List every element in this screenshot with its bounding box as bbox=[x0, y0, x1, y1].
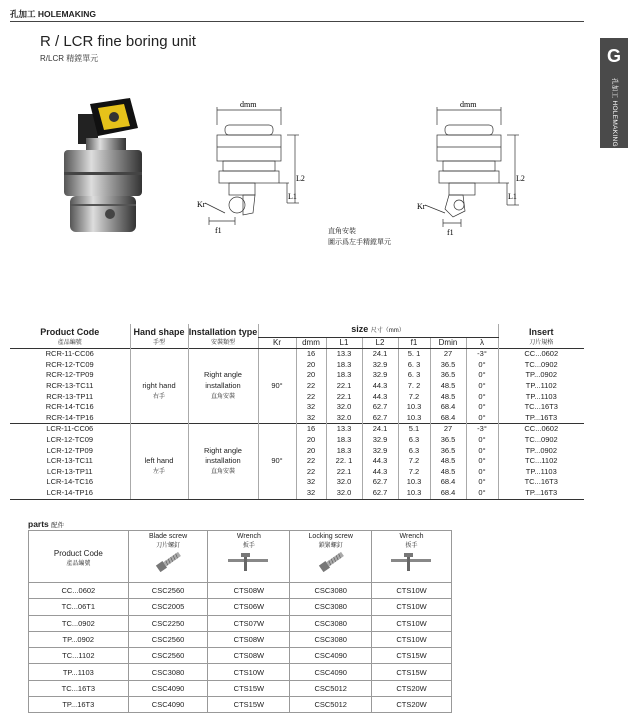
kr-cell bbox=[258, 360, 296, 371]
hand-shape-cell bbox=[130, 370, 188, 381]
f1-cell: 6.3 bbox=[398, 446, 430, 457]
product-code-cell: LCR-11-CC06 bbox=[10, 424, 130, 435]
kr-cell bbox=[258, 435, 296, 446]
lambda-cell: -3° bbox=[466, 349, 498, 360]
kr-cell bbox=[258, 488, 296, 499]
hand-shape-cell bbox=[130, 488, 188, 499]
kr-cell bbox=[258, 413, 296, 424]
l1-cell: 18.3 bbox=[326, 370, 362, 381]
product-code-cell: RCR-12-TP09 bbox=[45, 370, 94, 380]
insert-cell: TP...1103 bbox=[498, 392, 584, 403]
table-row bbox=[10, 370, 584, 381]
dmin-cell: 48.5 bbox=[430, 467, 466, 478]
label-f1: f1 bbox=[447, 228, 454, 237]
section-label: 孔加工 HOLEMAKING bbox=[10, 9, 96, 19]
kr-cell: 90° bbox=[258, 456, 296, 467]
dmm-cell: 32 bbox=[296, 488, 326, 499]
parts-col-product-code: Product Code 產品編號 bbox=[29, 531, 129, 583]
product-code-cell: TC...0902 bbox=[29, 615, 129, 631]
f1-cell: 7.2 bbox=[398, 392, 430, 403]
label-l1: L1 bbox=[288, 192, 297, 201]
table-row bbox=[10, 477, 584, 488]
blade-screw-cell: CSC2560 bbox=[128, 648, 208, 664]
wrench-cell: CTS10W bbox=[372, 583, 452, 599]
hand-shape-cell bbox=[130, 360, 188, 371]
hand-shape-cell bbox=[130, 413, 188, 424]
dmin-cell: 48.5 bbox=[430, 456, 466, 467]
col-l2: L2 bbox=[362, 337, 398, 349]
hand-shape-cell bbox=[130, 446, 188, 457]
col-lambda: λ bbox=[466, 337, 498, 349]
blade-screw-cell: CSC2005 bbox=[128, 599, 208, 615]
hand-shape-cell bbox=[130, 435, 188, 446]
lambda-cell: 0° bbox=[466, 435, 498, 446]
tab-text: 孔加工 HOLEMAKING bbox=[611, 78, 618, 147]
page-subtitle: R/LCR 精鏜單元 bbox=[40, 54, 99, 63]
col-dmin: Dmin bbox=[430, 337, 466, 349]
insert-cell: TP...0902 bbox=[498, 370, 584, 381]
table-row bbox=[10, 435, 584, 446]
product-code-cell: TP...16T3 bbox=[29, 697, 129, 713]
locking-screw-cell: CSC4090 bbox=[290, 648, 372, 664]
screw-icon bbox=[148, 549, 188, 575]
product-code-cell: TP...1103 bbox=[29, 664, 129, 680]
blade-screw-cell: CSC2250 bbox=[128, 615, 208, 631]
wrench-cell: CTS08W bbox=[208, 648, 290, 664]
product-code-cell: CC...0602 bbox=[29, 583, 129, 599]
locking-screw-cell: CSC3080 bbox=[290, 615, 372, 631]
lambda-cell: 0° bbox=[466, 477, 498, 488]
wrench-icon bbox=[224, 549, 274, 573]
page-title: R / LCR fine boring unit bbox=[40, 33, 196, 50]
blade-screw-cell: CSC2560 bbox=[128, 631, 208, 647]
f1-cell: 7. 2 bbox=[398, 381, 430, 392]
dmin-cell: 36.5 bbox=[430, 435, 466, 446]
locking-screw-cell: CSC3080 bbox=[290, 631, 372, 647]
table-row bbox=[10, 446, 584, 457]
dmin-cell: 36.5 bbox=[430, 360, 466, 371]
diagram-left-hand bbox=[415, 95, 535, 255]
installation-cell bbox=[188, 435, 258, 446]
dmm-cell: 16 bbox=[296, 424, 326, 435]
table-row bbox=[10, 488, 584, 499]
label-dmm: dmm bbox=[460, 100, 477, 109]
kr-cell bbox=[258, 467, 296, 478]
lambda-cell: 0° bbox=[466, 392, 498, 403]
wrench-cell: CTS08W bbox=[208, 583, 290, 599]
col-hand-shape: Hand shape 手型 bbox=[130, 324, 188, 349]
l2-cell: 44.3 bbox=[362, 456, 398, 467]
label-kr: Kr bbox=[197, 200, 206, 209]
insert-cell: CC...0602 bbox=[498, 349, 584, 360]
lambda-cell: 0° bbox=[466, 381, 498, 392]
table-row bbox=[10, 424, 584, 435]
dmm-cell: 22 bbox=[296, 456, 326, 467]
dmm-cell: 16 bbox=[296, 349, 326, 360]
l1-cell: 22.1 bbox=[326, 392, 362, 403]
insert-cell: TC...0902 bbox=[498, 360, 584, 371]
dmm-cell: 20 bbox=[296, 435, 326, 446]
dmin-cell: 36.5 bbox=[430, 370, 466, 381]
installation-cell bbox=[188, 413, 258, 424]
table-row bbox=[10, 402, 584, 413]
table-row bbox=[29, 599, 452, 615]
l1-cell: 22.1 bbox=[326, 467, 362, 478]
product-code-cell: RCR-14-TC16 bbox=[45, 402, 94, 412]
installation-cell: 直角安裝 bbox=[188, 392, 258, 403]
product-code-cell: TP...0902 bbox=[29, 631, 129, 647]
wrench-cell: CTS15W bbox=[208, 697, 290, 713]
kr-cell bbox=[258, 402, 296, 413]
dmm-cell: 20 bbox=[296, 446, 326, 457]
hand-shape-cell: 右手 bbox=[130, 392, 188, 403]
kr-cell bbox=[258, 424, 296, 435]
f1-cell: 7.2 bbox=[398, 456, 430, 467]
installation-cell bbox=[188, 402, 258, 413]
f1-cell: 6. 3 bbox=[398, 370, 430, 381]
lambda-cell: 0° bbox=[466, 370, 498, 381]
dmm-cell: 22 bbox=[296, 381, 326, 392]
lambda-cell: 0° bbox=[466, 413, 498, 424]
product-code-cell: TC...16T3 bbox=[29, 680, 129, 696]
l1-cell: 22. 1 bbox=[326, 456, 362, 467]
dmin-cell: 68.4 bbox=[430, 413, 466, 424]
f1-cell: 10.3 bbox=[398, 413, 430, 424]
wrench-cell: CTS15W bbox=[372, 648, 452, 664]
wrench-cell: CTS07W bbox=[208, 615, 290, 631]
product-code-cell: LCR-13-TP11 bbox=[46, 466, 93, 476]
blade-screw-cell: CSC4090 bbox=[128, 680, 208, 696]
product-code-cell: LCR-14-TP16 bbox=[10, 488, 130, 499]
blade-screw-cell: CSC4090 bbox=[128, 697, 208, 713]
wrench-cell: CTS20W bbox=[372, 697, 452, 713]
product-code-cell: LCR-12-TC09 bbox=[46, 434, 94, 444]
l1-cell: 32.0 bbox=[326, 413, 362, 424]
l2-cell: 62.7 bbox=[362, 402, 398, 413]
parts-col-wrench-1: Wrench 扳手 bbox=[208, 531, 290, 583]
col-size: size 尺寸（mm） bbox=[258, 324, 498, 337]
wrench-cell: CTS15W bbox=[208, 680, 290, 696]
f1-cell: 10.3 bbox=[398, 488, 430, 499]
dmm-cell: 22 bbox=[296, 467, 326, 478]
kr-cell bbox=[258, 370, 296, 381]
table-row bbox=[10, 467, 584, 478]
l2-cell: 62.7 bbox=[362, 413, 398, 424]
hand-shape-cell bbox=[130, 477, 188, 488]
product-code-cell: TC...1102 bbox=[29, 648, 129, 664]
col-dmm: dmm bbox=[296, 337, 326, 349]
dmm-cell: 32 bbox=[296, 477, 326, 488]
insert-cell: TC...1102 bbox=[498, 456, 584, 467]
section-tab bbox=[600, 38, 628, 148]
parts-title: parts 配件 bbox=[28, 519, 65, 529]
insert-cell: TC...0902 bbox=[498, 435, 584, 446]
product-code-cell: LCR-12-TP09 bbox=[46, 445, 93, 455]
installation-cell: Right angle bbox=[188, 446, 258, 457]
dmin-cell: 68.4 bbox=[430, 477, 466, 488]
dmm-cell: 32 bbox=[296, 413, 326, 424]
table-row bbox=[29, 648, 452, 664]
wrench-cell: CTS10W bbox=[372, 631, 452, 647]
f1-cell: 5. 1 bbox=[398, 349, 430, 360]
parts-col-locking-screw: Locking screw 鎖緊螺釘 bbox=[290, 531, 372, 583]
table-row bbox=[29, 583, 452, 599]
product-code-cell: LCR-14-TC16 bbox=[46, 477, 94, 487]
locking-screw-cell: CSC5012 bbox=[290, 680, 372, 696]
table-row bbox=[29, 697, 452, 713]
l2-cell: 32.9 bbox=[362, 360, 398, 371]
dmm-cell: 20 bbox=[296, 370, 326, 381]
l1-cell: 13.3 bbox=[326, 424, 362, 435]
installation-cell: installation bbox=[188, 381, 258, 392]
installation-cell: installation bbox=[188, 456, 258, 467]
product-code-cell: RCR-14-TP16 bbox=[45, 412, 94, 422]
label-l1: L1 bbox=[508, 192, 517, 201]
lambda-cell: -3° bbox=[466, 424, 498, 435]
f1-cell: 6.3 bbox=[398, 435, 430, 446]
hand-shape-cell: left hand bbox=[130, 456, 188, 467]
hand-shape-cell bbox=[130, 424, 188, 435]
locking-screw-cell: CSC5012 bbox=[290, 697, 372, 713]
label-l2: L2 bbox=[516, 174, 525, 183]
l2-cell: 24.1 bbox=[362, 424, 398, 435]
blade-screw-cell: CSC2560 bbox=[128, 583, 208, 599]
product-code-cell: RCR-13-TC11 bbox=[46, 380, 94, 390]
col-f1: f1 bbox=[398, 337, 430, 349]
locking-screw-cell: CSC3080 bbox=[290, 599, 372, 615]
l1-cell: 22.1 bbox=[326, 381, 362, 392]
table-row bbox=[29, 664, 452, 680]
lambda-cell: 0° bbox=[466, 402, 498, 413]
l1-cell: 32.0 bbox=[326, 402, 362, 413]
lambda-cell: 0° bbox=[466, 467, 498, 478]
lambda-cell: 0° bbox=[466, 446, 498, 457]
spec-table bbox=[10, 324, 584, 500]
f1-cell: 10.3 bbox=[398, 402, 430, 413]
table-row bbox=[29, 680, 452, 696]
installation-cell: Right angle bbox=[188, 370, 258, 381]
wrench-icon bbox=[387, 549, 437, 573]
table-row bbox=[10, 381, 584, 392]
installation-cell bbox=[188, 360, 258, 371]
l2-cell: 32.9 bbox=[362, 370, 398, 381]
installation-cell bbox=[188, 488, 258, 499]
table-row bbox=[10, 360, 584, 371]
dmin-cell: 48.5 bbox=[430, 381, 466, 392]
product-photo bbox=[50, 92, 170, 242]
l1-cell: 18.3 bbox=[326, 360, 362, 371]
insert-cell: TP...0902 bbox=[498, 446, 584, 457]
dmm-cell: 22 bbox=[296, 392, 326, 403]
insert-cell: TC...16T3 bbox=[498, 402, 584, 413]
wrench-cell: CTS10W bbox=[372, 615, 452, 631]
table-row bbox=[10, 413, 584, 424]
blade-screw-cell: CSC3080 bbox=[128, 664, 208, 680]
hand-shape-cell bbox=[130, 402, 188, 413]
kr-cell: 90° bbox=[258, 381, 296, 392]
f1-cell: 10.3 bbox=[398, 477, 430, 488]
l1-cell: 18.3 bbox=[326, 435, 362, 446]
l1-cell: 32.0 bbox=[326, 477, 362, 488]
label-f1: f1 bbox=[215, 226, 222, 235]
parts-col-blade-screw: Blade screw 刀片螺釘 bbox=[128, 531, 208, 583]
col-product-code: Product Code 產品編號 bbox=[40, 327, 100, 346]
kr-cell bbox=[258, 349, 296, 360]
tab-letter: G bbox=[606, 46, 621, 66]
note-line2: 圖示爲左手精鏜單元 bbox=[328, 239, 391, 246]
f1-cell: 6. 3 bbox=[398, 360, 430, 371]
kr-cell bbox=[258, 446, 296, 457]
col-insert: Insert 刀片規格 bbox=[498, 324, 584, 349]
kr-cell bbox=[258, 392, 296, 403]
label-kr: Kr bbox=[417, 202, 426, 211]
label-l2: L2 bbox=[296, 174, 305, 183]
l2-cell: 44.3 bbox=[362, 392, 398, 403]
insert-cell: TC...16T3 bbox=[498, 477, 584, 488]
hand-shape-cell bbox=[130, 349, 188, 360]
label-dmm: dmm bbox=[240, 100, 257, 109]
insert-cell: TP...1102 bbox=[498, 381, 584, 392]
lambda-cell: 0° bbox=[466, 488, 498, 499]
dmm-cell: 32 bbox=[296, 402, 326, 413]
product-code-cell: RCR-13-TP11 bbox=[46, 391, 94, 401]
col-l1: L1 bbox=[326, 337, 362, 349]
table-row bbox=[10, 349, 584, 360]
diagram-right-hand bbox=[195, 95, 315, 255]
table-row bbox=[10, 392, 584, 403]
note-line1: 直角安裝 bbox=[328, 228, 356, 235]
col-installation: Installation type 安裝類型 bbox=[188, 324, 258, 349]
product-code-cell: TC...06T1 bbox=[29, 599, 129, 615]
l2-cell: 32.9 bbox=[362, 435, 398, 446]
wrench-cell: CTS08W bbox=[208, 631, 290, 647]
dmin-cell: 27 bbox=[430, 424, 466, 435]
wrench-cell: CTS15W bbox=[372, 664, 452, 680]
insert-cell: TP...16T3 bbox=[498, 488, 584, 499]
hand-shape-cell: 左手 bbox=[130, 467, 188, 478]
f1-cell: 5.1 bbox=[398, 424, 430, 435]
l1-cell: 18.3 bbox=[326, 446, 362, 457]
product-code-cell: RCR-11-CC06 bbox=[10, 349, 130, 360]
col-kr: Kr bbox=[258, 337, 296, 349]
parts-col-wrench-2: Wrench 扳手 bbox=[372, 531, 452, 583]
diagram-note bbox=[328, 226, 391, 248]
installation-cell bbox=[188, 349, 258, 360]
installation-cell: 直角安裝 bbox=[188, 467, 258, 478]
parts-table bbox=[28, 530, 452, 713]
l2-cell: 32.9 bbox=[362, 446, 398, 457]
table-row bbox=[29, 631, 452, 647]
installation-cell bbox=[188, 477, 258, 488]
table-row bbox=[29, 615, 452, 631]
insert-cell: TP...16T3 bbox=[498, 413, 584, 424]
insert-cell: TP...1103 bbox=[498, 467, 584, 478]
l2-cell: 24.1 bbox=[362, 349, 398, 360]
kr-cell bbox=[258, 477, 296, 488]
wrench-cell: CTS10W bbox=[372, 599, 452, 615]
wrench-cell: CTS20W bbox=[372, 680, 452, 696]
f1-cell: 7.2 bbox=[398, 467, 430, 478]
product-code-cell: RCR-12-TC09 bbox=[45, 359, 94, 369]
product-code-cell: LCR-13-TC11 bbox=[46, 456, 93, 466]
installation-cell bbox=[188, 424, 258, 435]
lambda-cell: 0° bbox=[466, 360, 498, 371]
l1-cell: 32.0 bbox=[326, 488, 362, 499]
dmm-cell: 20 bbox=[296, 360, 326, 371]
dmin-cell: 68.4 bbox=[430, 402, 466, 413]
l1-cell: 13.3 bbox=[326, 349, 362, 360]
l2-cell: 44.3 bbox=[362, 467, 398, 478]
dmin-cell: 27 bbox=[430, 349, 466, 360]
insert-cell: CC...0602 bbox=[498, 424, 584, 435]
dmin-cell: 48.5 bbox=[430, 392, 466, 403]
l2-cell: 62.7 bbox=[362, 488, 398, 499]
locking-screw-cell: CSC3080 bbox=[290, 583, 372, 599]
screw-icon bbox=[311, 549, 351, 575]
dmin-cell: 36.5 bbox=[430, 446, 466, 457]
wrench-cell: CTS06W bbox=[208, 599, 290, 615]
lambda-cell: 0° bbox=[466, 456, 498, 467]
dmin-cell: 68.4 bbox=[430, 488, 466, 499]
locking-screw-cell: CSC4090 bbox=[290, 664, 372, 680]
header-bar bbox=[10, 8, 584, 22]
table-row bbox=[10, 456, 584, 467]
l2-cell: 62.7 bbox=[362, 477, 398, 488]
l2-cell: 44.3 bbox=[362, 381, 398, 392]
wrench-cell: CTS10W bbox=[208, 664, 290, 680]
hand-shape-cell: right hand bbox=[130, 381, 188, 392]
